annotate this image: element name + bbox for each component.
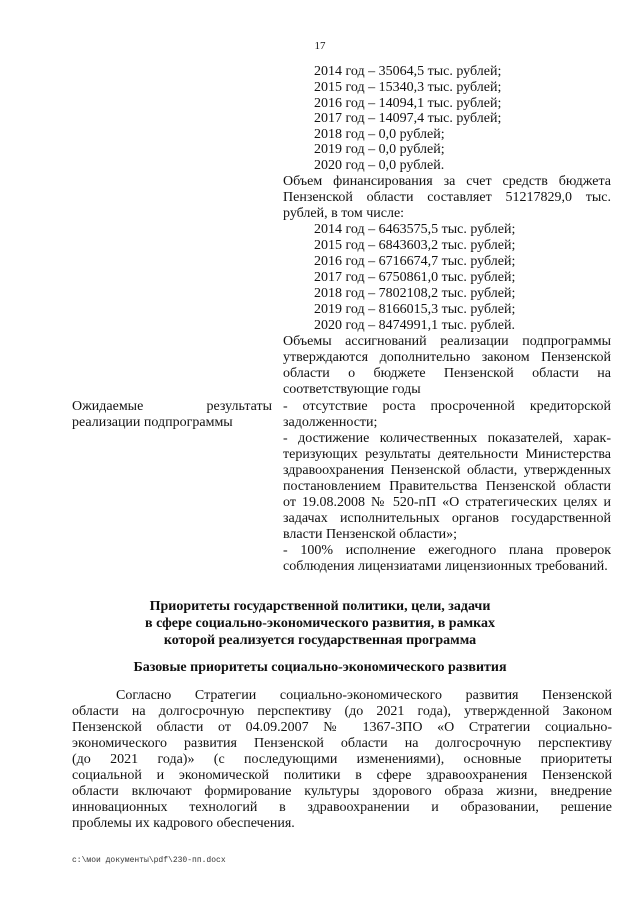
results-label [72, 399, 272, 431]
section-heading-line: Приоритеты государственной политики, цели, задачи [149, 599, 491, 614]
regional-year-2018: 2018 год – 7802108,2 тыс. рублей; [314, 286, 516, 301]
paragraph-line: (до 2021 года)» (с последующими изменениями), основные приоритеты [72, 752, 612, 767]
regional-year-2016: 2016 год – 6716674,7 тыс. рублей; [314, 254, 516, 269]
regional-year-2019: 2019 год – 8166015,3 тыс. рублей; [314, 302, 516, 317]
federal-year-2015: 2015 год – 15340,3 тыс. рублей; [314, 80, 502, 95]
subheading: Базовые приоритеты социально-экономического развития [133, 660, 507, 675]
results-line: теризующих результаты деятельности Министерства [283, 447, 611, 462]
results-line: от 19.08.2008 № 520-пП «О стратегических целях и [283, 495, 611, 510]
regional-year-2020: 2020 год – 8474991,1 тыс. рублей. [314, 318, 515, 333]
paragraph-line: экономического развития Пензенской области на долгосрочную перспективу [72, 736, 612, 751]
page-number: 17 [314, 40, 326, 52]
section-heading-line: которой реализуется государственная программа [163, 633, 477, 648]
results-line: задолженности; [283, 415, 378, 430]
paragraph-line: Пензенской области от 04.09.2007 № 1367-ЗПО «О Стратегии социально- [72, 720, 612, 735]
body-paragraph [72, 688, 612, 832]
results-line: - 100% исполнение ежегодного плана проверок [283, 543, 611, 558]
paragraph-line: социальной и экономической политики в сфере здравоохранения Пензенской [72, 768, 612, 783]
results-line: постановлением Правительства Пензенской области [283, 479, 611, 494]
results-line: здравоохранения Пензенской области, утвержденных [283, 463, 611, 478]
section-heading-line: в сфере социально-экономического развития, в рамках [145, 616, 495, 631]
paragraph-line: Согласно Стратегии социально-экономического развития Пензенской [116, 688, 612, 703]
results-line: власти Пензенской области»; [283, 527, 457, 542]
results-line: задачах исполнительных органов государственной [283, 511, 611, 526]
regional-year-2015: 2015 год – 6843603,2 тыс. рублей; [314, 238, 516, 253]
assignments-line: Объемы ассигнований реализации подпрограммы [283, 334, 611, 349]
regional-year-2017: 2017 год – 6750861,0 тыс. рублей; [314, 270, 516, 285]
regional-intro-line: Объем финансирования за счет средств бюджета [283, 174, 611, 189]
federal-year-2019: 2019 год – 0,0 рублей; [314, 142, 445, 157]
federal-year-2017: 2017 год – 14097,4 тыс. рублей; [314, 111, 502, 126]
assignments-line: утверждаются дополнительно законом Пензенской [283, 350, 611, 365]
regional-intro-line: рублей, в том числе: [283, 206, 405, 221]
file-path-footer: c:\мои документы\pdf\230-пп.docx [72, 856, 226, 865]
paragraph-line: области включают формирование культуры здорового образа жизни, внедрение [72, 784, 612, 799]
results-label-line: реализации подпрограммы [72, 415, 233, 430]
paragraph-line: инновационных технологий в здравоохранении и образовании, решение [72, 800, 612, 815]
regional-intro-line: Пензенской области составляет 51217829,0 тыс. [283, 190, 611, 205]
results-label-line: Ожидаемые результаты [72, 399, 272, 414]
federal-year-2018: 2018 год – 0,0 рублей; [314, 127, 445, 142]
paragraph-line: области на долгосрочную перспективу (до 2021 года), утвержденной Законом [72, 704, 612, 719]
paragraph-line: проблемы их кадрового обеспечения. [72, 816, 295, 831]
federal-year-2020: 2020 год – 0,0 рублей. [314, 158, 445, 173]
results-line: - отсутствие роста просроченной кредиторской [283, 399, 611, 414]
federal-year-2014: 2014 год – 35064,5 тыс. рублей; [314, 64, 502, 79]
assignments-line: области о бюджете Пензенской области на [283, 366, 611, 381]
federal-year-2016: 2016 год – 14094,1 тыс. рублей; [314, 96, 502, 111]
regional-year-2014: 2014 год – 6463575,5 тыс. рублей; [314, 222, 516, 237]
assignments-line: соответствующие годы [283, 382, 421, 397]
results-line: соблюдения лицензиатами лицензионных требований. [283, 559, 608, 574]
results-line: - достижение количественных показателей, харак- [283, 431, 611, 446]
